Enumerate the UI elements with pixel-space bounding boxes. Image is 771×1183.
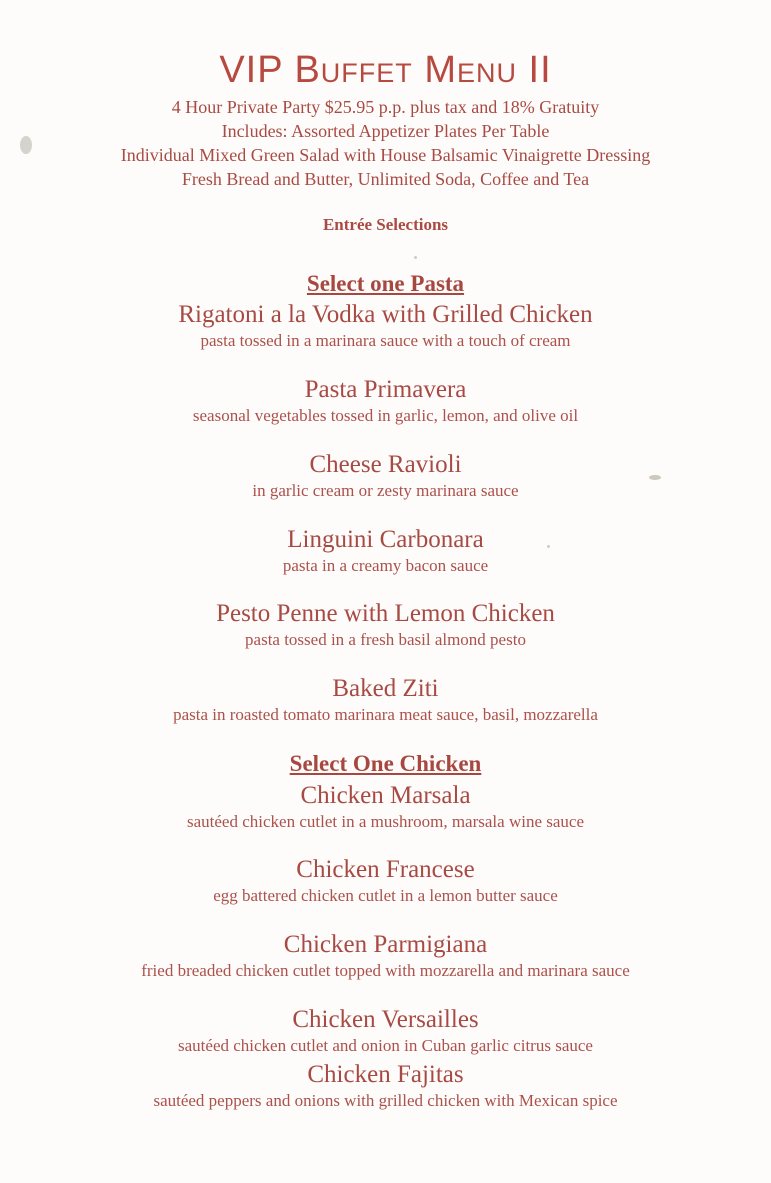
menu-item	[0, 1005, 771, 1057]
menu-item	[0, 674, 771, 726]
entree-selections-heading: Entrée Selections	[322, 215, 449, 234]
menu-item-description: seasonal vegetables tossed in garlic, lemon, and olive oil	[192, 406, 579, 425]
intro-line-appetizers: Includes: Assorted Appetizer Plates Per Table	[221, 121, 550, 141]
menu-item-description: egg battered chicken cutlet in a lemon butter sauce	[213, 886, 558, 905]
menu-item	[0, 930, 771, 982]
menu-title: VIP Buffet Menu II	[219, 49, 552, 91]
intro-line-salad: Individual Mixed Green Salad with House Balsamic Vinaigrette Dressing	[120, 145, 651, 165]
section-heading-chicken: Select One Chicken	[289, 751, 482, 776]
intro-line-price: 4 Hour Private Party $25.95 p.p. plus tax and 18% Gratuity	[171, 97, 600, 117]
menu-item	[0, 855, 771, 907]
menu-intro	[0, 95, 771, 191]
menu-item-name: Baked Ziti	[332, 675, 439, 702]
menu-item-name: Pesto Penne with Lemon Chicken	[216, 600, 555, 627]
menu-item	[0, 450, 771, 502]
menu-item-description: fried breaded chicken cutlet topped with mozzarella and marinara sauce	[141, 961, 630, 980]
menu-item-description: pasta in a creamy bacon sauce	[282, 556, 489, 575]
menu-item	[0, 375, 771, 427]
menu-item	[0, 781, 771, 833]
menu-item-name: Pasta Primavera	[304, 376, 467, 403]
menu-item	[0, 300, 771, 352]
menu-item-name: Rigatoni a la Vodka with Grilled Chicken	[178, 301, 593, 328]
menu-item-description: pasta in roasted tomato marinara meat sauce, basil, mozzarella	[173, 705, 598, 724]
menu-item-description: sautéed peppers and onions with grilled chicken with Mexican spice	[153, 1091, 618, 1110]
menu-item-name: Chicken Francese	[296, 856, 475, 883]
menu-item-name: Chicken Parmigiana	[283, 931, 488, 958]
menu-item	[0, 525, 771, 577]
menu-item-name: Chicken Fajitas	[307, 1061, 464, 1088]
scan-speck	[414, 256, 417, 259]
menu-item-name: Cheese Ravioli	[309, 451, 462, 478]
menu-item-description: pasta tossed in a fresh basil almond pesto	[245, 630, 526, 649]
menu-item	[0, 599, 771, 651]
section-heading-pasta: Select one Pasta	[306, 271, 465, 296]
menu-item-description: in garlic cream or zesty marinara sauce	[252, 481, 519, 500]
menu-item-name: Chicken Versailles	[292, 1006, 479, 1033]
menu-item-description: pasta tossed in a marinara sauce with a touch of cream	[200, 331, 571, 350]
menu-item-name: Chicken Marsala	[300, 782, 471, 809]
menu-item-description: sautéed chicken cutlet in a mushroom, marsala wine sauce	[187, 812, 584, 831]
menu-item	[0, 1060, 771, 1112]
intro-line-bread-drinks: Fresh Bread and Butter, Unlimited Soda, Coffee and Tea	[181, 169, 590, 189]
menu-item-name: Linguini Carbonara	[287, 526, 484, 553]
menu-item-description: sautéed chicken cutlet and onion in Cuban garlic citrus sauce	[178, 1036, 593, 1055]
